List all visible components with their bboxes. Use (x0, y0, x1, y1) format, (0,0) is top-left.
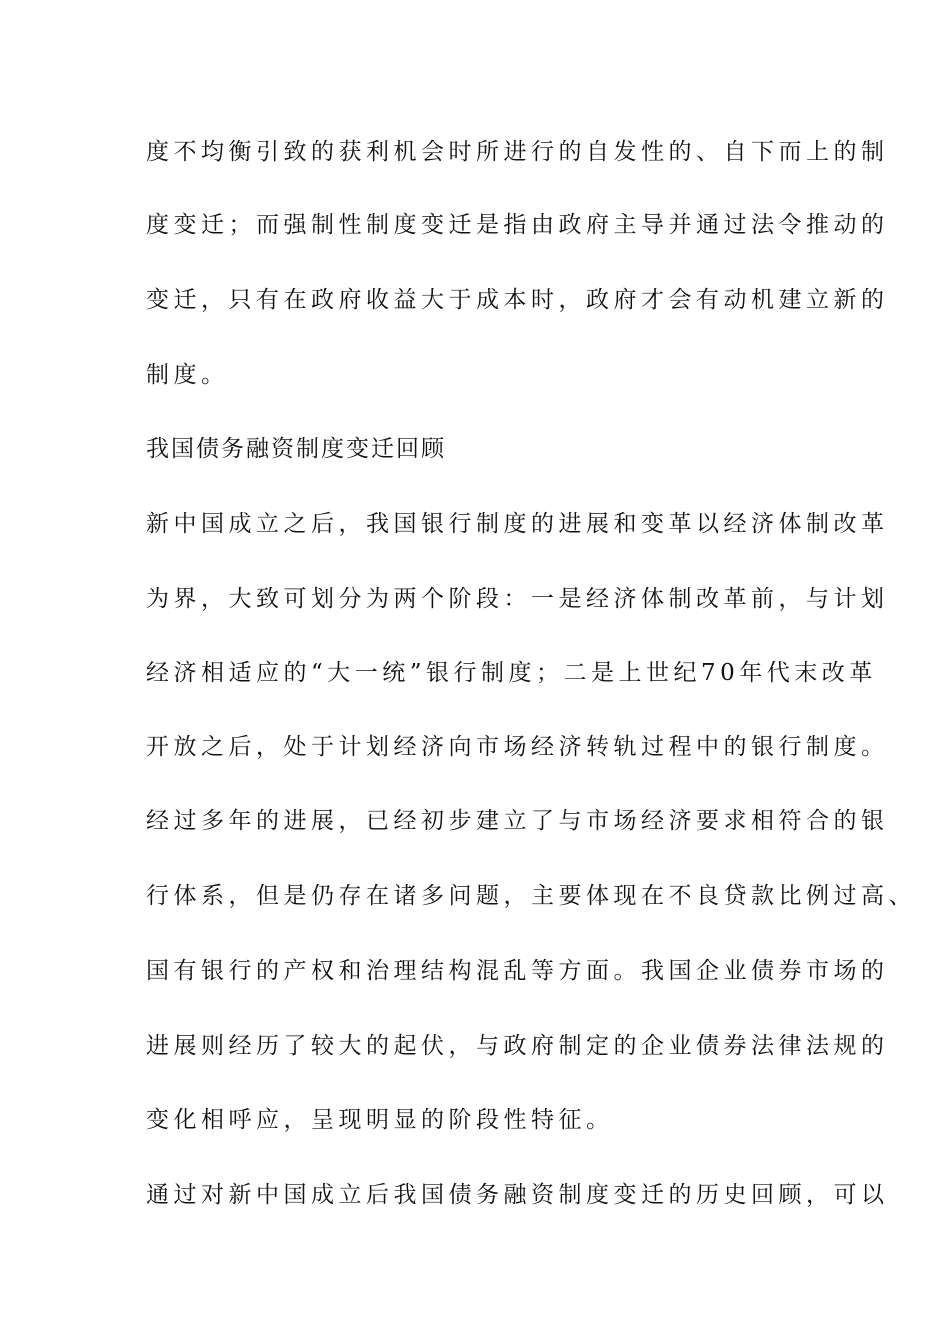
paragraph-line: 为界，大致可划分为两个阶段：一是经济体制改革前，与计划 (146, 586, 889, 612)
paragraph-line: 度变迁；而强制性制度变迁是指由政府主导并通过法令推动的 (146, 212, 889, 238)
paragraph-line: 进展则经历了较大的起伏，与政府制定的企业债券法律法规的 (146, 1033, 889, 1059)
paragraph-line: 经过多年的进展，已经初步建立了与市场经济要求相符合的银 (146, 808, 889, 834)
paragraph-line: 行体系，但是仍存在诸多问题，主要体现在不良贷款比例过高、 (146, 883, 916, 909)
paragraph-line: 制度。 (146, 362, 229, 388)
paragraph-line: 开放之后，处于计划经济向市场经济转轨过程中的银行制度。 (146, 734, 889, 760)
paragraph-line: 变化相呼应，呈现明显的阶段性特征。 (146, 1107, 614, 1133)
paragraph-line: 变迁，只有在政府收益大于成本时，政府才会有动机建立新的 (146, 287, 889, 313)
paragraph-line: 通过对新中国成立后我国债务融资制度变迁的历史回顾，可以 (146, 1182, 889, 1208)
paragraph-line: 国有银行的产权和治理结构混乱等方面。我国企业债券市场的 (146, 958, 889, 984)
paragraph-line: 度不均衡引致的获利机会时所进行的自发性的、自下而上的制 (146, 139, 889, 165)
paragraph-line: 经济相适应的“大一统”银行制度；二是上世纪70年代末改革 (146, 660, 877, 686)
section-heading: 我国债务融资制度变迁回顾 (146, 436, 446, 462)
paragraph-line: 新中国成立之后，我国银行制度的进展和变革以经济体制改革 (146, 511, 889, 537)
